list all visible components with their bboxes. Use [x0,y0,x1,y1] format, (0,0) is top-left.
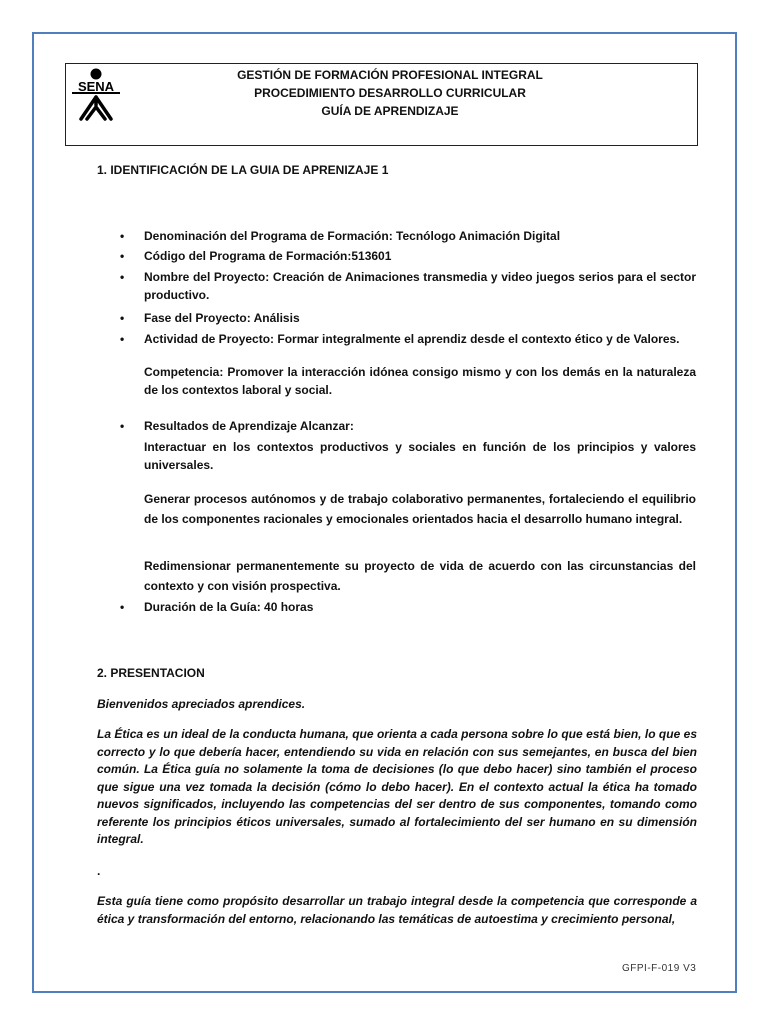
sena-logo [68,67,124,123]
bullet-text: Duración de la Guía: 40 horas [144,600,314,614]
header-titles [130,66,650,120]
bullet-symbol: • [120,600,125,614]
bullet-text: Actividad de Proyecto: Formar integralmente el aprendiz desde el contexto ético y de Valores. [144,332,680,346]
sena-logo-text: SENA [77,79,115,94]
header-title-3: GUÍA DE APRENDIZAJE [321,104,459,118]
bullet-symbol: • [120,332,125,346]
section1-heading: 1. IDENTIFICACIÓN DE LA GUIA DE APRENIZAJE 1 [97,163,389,177]
footer-form-code: GFPI-F-019 V3 [622,963,697,974]
bullet-symbol: • [120,419,125,433]
competencia-text: Competencia: Promover la interacción idónea consigo mismo y con los demás en la naturaleza de los contextos laboral y social. [144,365,696,397]
separator-dot: . [97,864,101,878]
bullet-symbol: • [120,270,125,284]
presentation-paragraph-2: Esta guía tiene como propósito desarrollar un trabajo integral desde la competencia que corresponde a ética y transformación del entorno, relacionando las temáticas de autoestima y crecimiento personal, [97,894,697,926]
bullet-symbol: • [120,229,125,243]
bullet-text: Código del Programa de Formación:513601 [144,249,392,263]
bullet-text: Nombre del Proyecto: Creación de Animaciones transmedia y video juegos serios para el sector productivo. [144,270,696,302]
bullet-symbol: • [120,311,125,325]
resultado-2-text: Generar procesos autónomos y de trabajo colaborativo permanentes, fortaleciendo el equilibrio de los componentes racionales y emocionales orientados hacia el desarrollo humano integral. [144,492,696,526]
presentation-paragraph-1: La Ética es un ideal de la conducta humana, que orienta a cada persona sobre lo que está bien, lo que es correcto y lo que debería hacer, entendiendo su vida en relación con sus semejantes, en busca del bien común. La Ética guía no solamente la toma de decisiones (lo que debo hacer) sino también el proceso que sigue una vez tomada la decisión (cómo lo debo hacer). En el contexto actual la ética ha tomado nuevos significados, incluyendo las competencias del ser dentro de sus componentes, tomando como referente los principios éticos universales, sumado al fortalecimiento del ser humano en su dimensión integral. [97,727,697,846]
section2-heading: 2. PRESENTACION [97,666,205,680]
resultado-3-text: Redimensionar permanentemente su proyecto de vida de acuerdo con las circunstancias del contexto y con visión prospectiva. [144,559,696,593]
bullet-text: Resultados de Aprendizaje Alcanzar: [144,419,354,433]
header-title-2: PROCEDIMIENTO DESARROLLO CURRICULAR [254,86,526,100]
resultado-1-text: Interactuar en los contextos productivos y sociales en función de los principios y valores universales. [144,440,696,472]
header-title-1: GESTIÓN DE FORMACIÓN PROFESIONAL INTEGRAL [237,68,543,82]
greeting-text: Bienvenidos apreciados aprendices. [97,697,306,711]
bullet-symbol: • [120,249,125,263]
bullet-text: Denominación del Programa de Formación: Tecnólogo Animación Digital [144,229,561,243]
bullet-text: Fase del Proyecto: Análisis [144,311,300,325]
